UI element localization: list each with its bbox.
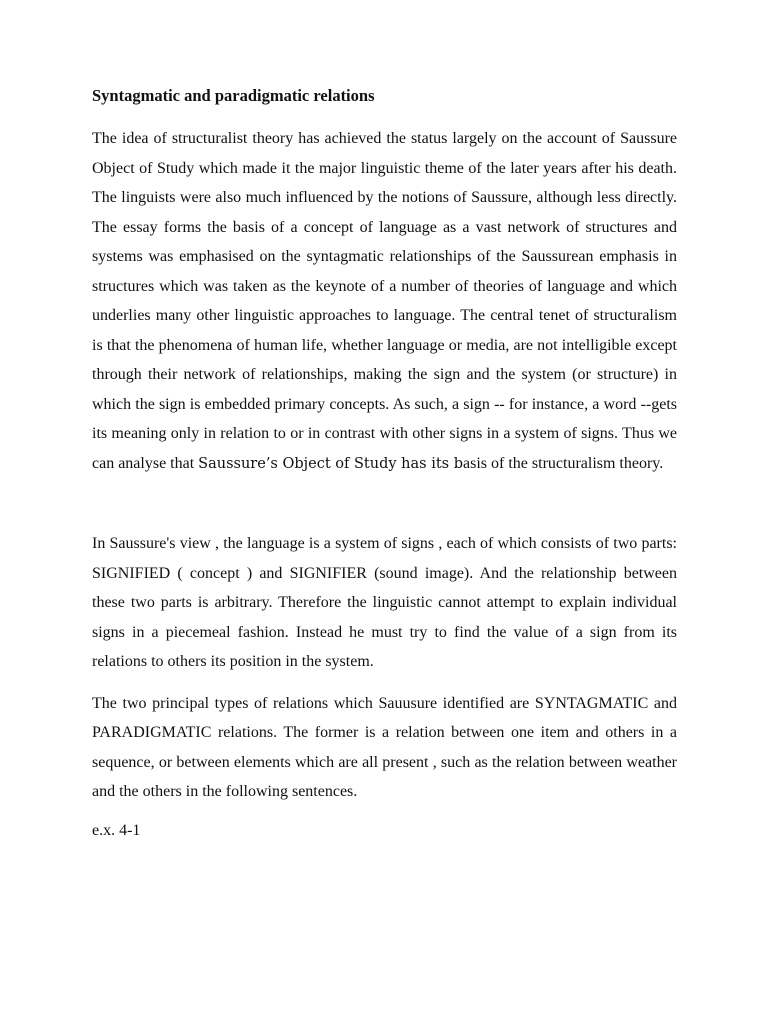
paragraph-structuralism-tail: asis of the structuralism theory. [463,454,664,472]
paragraph-structuralism [92,124,677,479]
paragraph-spacer [92,479,677,529]
section-heading: Syntagmatic and paradigmatic relations [92,86,375,105]
paragraph-relations: The two principal types of relations which Sauusure identified are SYNTAGMATIC and PARADIGMATIC relations. The former is a relation between one item and others in a sequence, or between elements which are all present , such as the relation between weather and the others in the following sentences. [92,694,677,800]
example-label: e.x. 4-1 [92,821,141,839]
paragraph-signs: In Saussure's view , the language is a system of signs , each of which consists of two parts: SIGNIFIED ( concept ) and SIGNIFIER (sound image). And the relationship between these two parts is arbitrary. Therefore the linguistic cannot attempt to explain individual signs in a piecemeal fashion. Instead he must try to find the value of a sign from its relations to others its position in the system. [92,535,677,670]
paragraph-structuralism-text: The idea of structuralist theory has achieved the status largely on the account of Saussure Object of Study which made it the major linguistic theme of the later years after his death. The linguists were also much influenced by the notions of Saussure, although less directly. The essay forms the basis of a concept of language as a vast network of structures and systems was emphasised on the syntagmatic relationships of the Saussurean emphasis in structures which was taken as the keynote of a number of theories of language and which underlies many other linguistic approaches to language. The central tenet of structuralism is that the phenomena of human life, whether language or media, are not intelligible except through their network of relationships, making the sign and the system (or structure) in which the sign is embedded primary concepts. As such, a sign -- for instance, a word --gets its meaning only in relation to or in contrast with other signs in a system of signs. Thus we can analyse that [92,130,677,472]
paragraph-structuralism-alt-font-text: Saussure’s Object of Study has its b [198,455,464,472]
